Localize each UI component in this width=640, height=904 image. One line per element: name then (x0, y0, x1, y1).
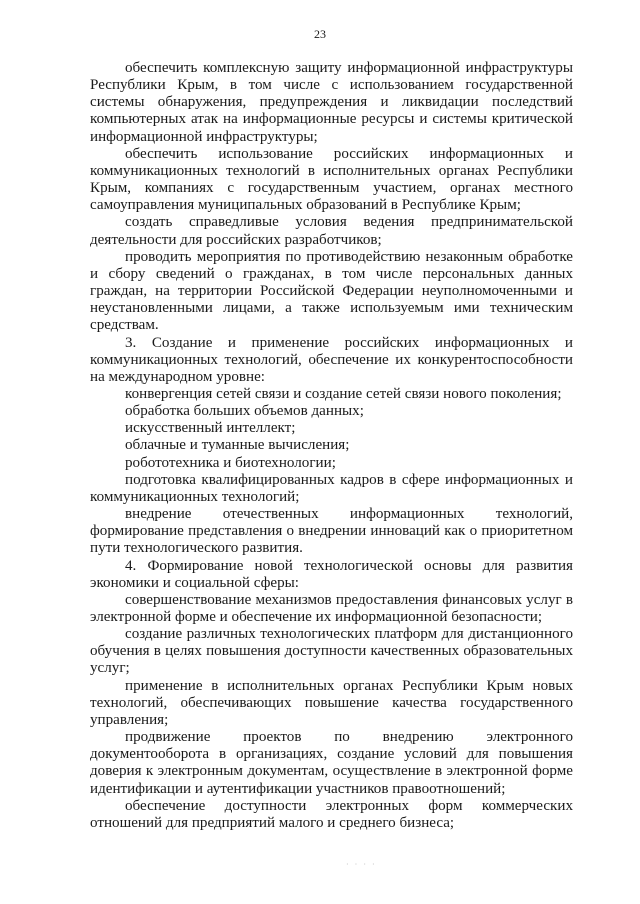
paragraph: проводить мероприятия по противодействию незаконным обработке и сбору сведений о гражданах, в том числе персональных данных граждан, на территории Российской Федерации неуполномоченными и неустановленными лицами, а также используемым ими техническим средствам. (90, 248, 573, 334)
list-item: совершенствование механизмов предоставления финансовых услуг в электронной форме и обеспечение их информационной безопасности; (90, 591, 573, 625)
scan-artifact: · · · · (346, 860, 377, 869)
page-number: 23 (314, 27, 326, 41)
paragraph: обеспечить использование российских информационных и коммуникационных технологий в исполнительных органах Республики Крым, компаниях с государственным участием, органах местного самоуправления муниципальных образований в Республике Крым; (90, 145, 573, 214)
document-body (90, 60, 573, 832)
list-item: робототехника и биотехнологии; (125, 454, 336, 471)
paragraph: создать справедливые условия ведения предпринимательской деятельности для российских разработчиков; (90, 214, 573, 248)
list-item: продвижение проектов по внедрению электронного документооборота в организациях, создание условий для повышения доверия к электронным документам, осуществление в электронной форме идентификации и аутентификации участников правоотношений; (90, 729, 573, 797)
section-heading: 4. Формирование новой технологической основы для развития экономики и социальной сферы: (90, 557, 573, 591)
list-item: обработка больших объемов данных; (125, 403, 364, 420)
list-item: облачные и туманные вычисления; (125, 437, 350, 454)
list-item: применение в исполнительных органах Республики Крым новых технологий, обеспечивающих повышение качества государственного управления; (90, 677, 573, 728)
list-item: внедрение отечественных информационных технологий, формирование представления о внедрении инноваций как о приоритетном пути технологического развития. (90, 506, 573, 557)
list-item: конвергенция сетей связи и создание сетей связи нового поколения; (125, 385, 562, 402)
section-heading: 3. Создание и применение российских информационных и коммуникационных технологий, обеспечение их конкурентоспособности на международном уровне: (90, 334, 573, 385)
list-item: обеспечение доступности электронных форм коммерческих отношений для предприятий малого и среднего бизнеса; (90, 797, 573, 831)
list-item: подготовка квалифицированных кадров в сфере информационных и коммуникационных технологий; (90, 471, 573, 505)
paragraph: обеспечить комплексную защиту информационной инфраструктуры Республики Крым, в том числе с использованием государственной системы обнаружения, предупреждения и ликвидации последствий компьютерных атак на информационные ресурсы и системы критической информационной инфраструктуры; (90, 60, 573, 145)
list-item: создание различных технологических платформ для дистанционного обучения в целях повышения доступности качественных образовательных услуг; (90, 626, 573, 677)
list-item: искусственный интеллект; (125, 420, 296, 437)
